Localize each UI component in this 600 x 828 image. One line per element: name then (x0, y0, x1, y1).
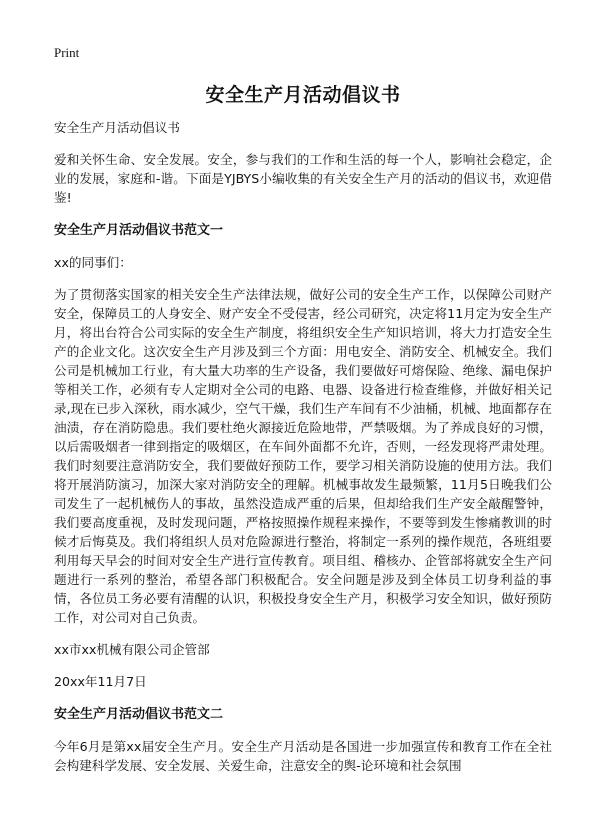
signature: xx市xx机械有限公司企管部 (54, 642, 210, 657)
salutation: xx的同事们： (54, 255, 132, 270)
page-title: 安全生产月活动倡议书 (205, 84, 401, 106)
intro-paragraph: 爱和关怀生命、安全发展。安全，参与我们的工作和生活的每一个人，影响社会稳定，企业的发展，家庭和-谐。下面是YJBYS小编收集的有关安全生产月的活动的倡议书，欢迎借鉴! (54, 152, 552, 205)
section-1-body: 为了贯彻落实国家的相关安全生产法律法规，做好公司的安全生产工作，以保障公司财产安全，保障员工的人身安全、财产安全不受侵害，经公司研究，决定将11月定为安全生产月，将出台符合公司实际的安全生产制度，将组织安全生产知识培训，将大力打造安全生产的企业文化。这次安全生产月涉及到三个方面：用电安全、消防安全、机械安全。我们公司是机械加工行业，有大量大功率的生产设备，我们要做好可熔保险、绝缘、漏电保护等相关工作，必须有专人定期对全公司的电路、电器、设备进行检查维修，并做好相关记录,现在已步入深秋，雨水减少，空气干燥，我们生产车间有不少油桶，机械、地面都存在油渍，存在消防隐患。我们要杜绝火源接近危险地带，严禁吸烟。为了养成良好的习惯，以后需吸烟者一律到指定的吸烟区，在车间外面都不允许，否则，一经发现将严肃处理。我们时刻要注意消防安全，我们要做好预防工作，要学习相关消防设施的使用方法。我们将开展消防演习，加深大家对消防安全的理解。机械事故发生最频繁，11月5日晚我们公司发生了一起机械伤人的事故，虽然没造成严重的后果，但却给我们生产安全敲醒警钟，我们要高度重视，及时发现问题，严格按照操作规程来操作，不要等到发生惨痛教训的时候才后悔莫及。我们将组织人员对危险源进行整治，将制定一系列的操作规范，各班组要利用每天早会的时间对安全生产进行宣传教育。项目组、稽核办、企管部将就安全生产问题进行一系列的整治，希望各部门积极配合。安全问题是涉及到全体员工切身利益的事情，各位员工务必要有清醒的认识，积极投身安全生产月，积极学习安全知识，做好预防工作，对公司对自己负责。 (54, 287, 552, 625)
section-heading-2: 安全生产月活动倡议书范文二 (54, 707, 224, 722)
section-heading-1: 安全生产月活动倡议书范文一 (54, 223, 224, 238)
section-2-body: 今年6月是第xx届安全生产月。安全生产月活动是各国进一步加强宣传和教育工作在全社会构建科学发展、安全发展、关爱生命，注意安全的舆-论环境和社会氛围 (54, 739, 552, 773)
article-body (54, 118, 552, 788)
article-subtitle: 安全生产月活动倡议书 (54, 120, 180, 135)
date: 20xx年11月7日 (54, 674, 147, 689)
print-link[interactable]: Print (54, 45, 80, 60)
